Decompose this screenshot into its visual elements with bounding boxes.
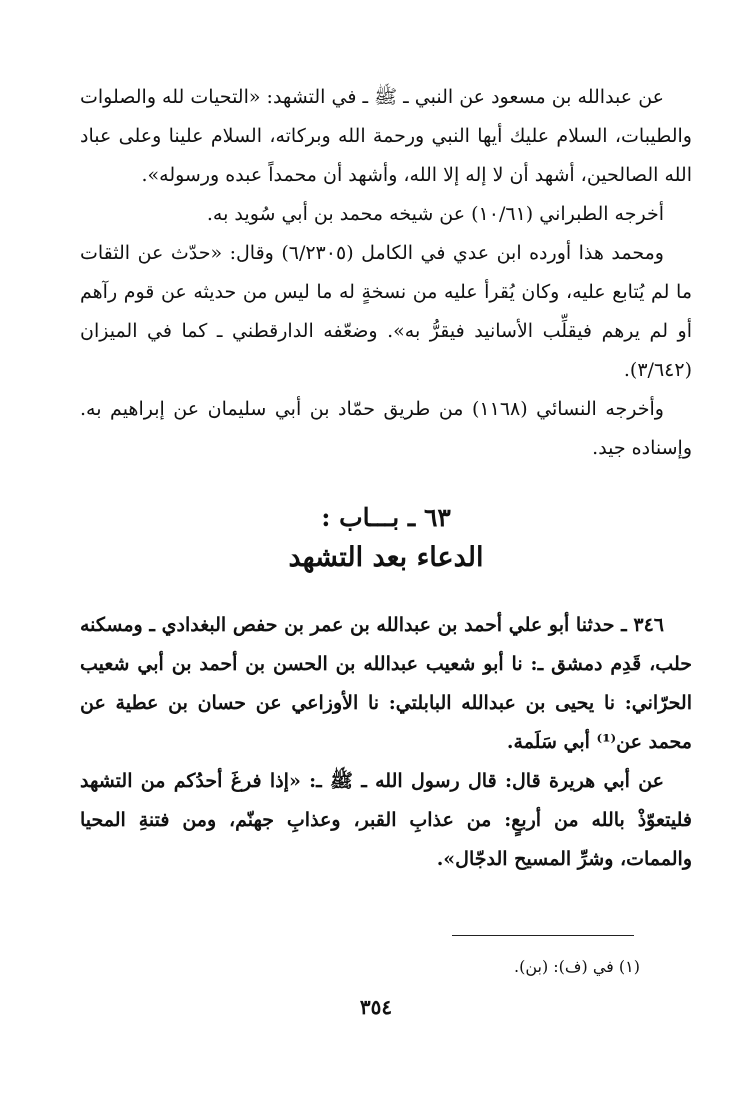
footnote: (١) في (ف): (بن). bbox=[514, 957, 640, 976]
page-number: ٣٥٤ bbox=[359, 995, 393, 1019]
commentary-paragraph: ومحمد هذا أورده ابن عدي في الكامل (٦/٢٣٠٥) وقال: «حدّث عن الثقات ما لم يُتابع عليه، وكان يُقرأ عليه من نسخةٍ له ما ليس من حديثه عن قوم رآهم أو لم يرهم فيقلِّب الأسانيد فيقرُّ به». وضعّفه الدارقطني ـ كما في الميزان (٣/٦٤٢). bbox=[80, 242, 692, 381]
chapter-title: الدعاء بعد التشهد bbox=[288, 542, 484, 573]
takhrij-paragraph-2: وأخرجه النسائي (١١٦٨) من طريق حمّاد بن أبي سليمان عن إبراهيم به. وإسناده جيد. bbox=[80, 398, 692, 459]
page-body bbox=[80, 78, 692, 879]
takhrij-paragraph: أخرجه الطبراني (١٠/٦١) عن شيخه محمد بن أبي سُويد به. bbox=[206, 203, 664, 225]
hadith-346-matn: عن أبي هريرة قال: قال رسول الله ـ ﷺ ـ: «إذا فرغَ أحدُكم من التشهد فليتعوّذْ بالله من أربعٍ: من عذابِ القبر، وعذابِ جهنّم، ومن فتنةِ المحيا والممات، وشرِّ المسيح الدجّال». bbox=[80, 770, 692, 870]
chapter-number: ٦٣ ـ بـــاب : bbox=[321, 503, 451, 532]
hadith-paragraph: عن عبدالله بن مسعود عن النبي ـ ﷺ ـ في التشهد: «التحيات لله والصلوات والطيبات، السلام عليك أيها النبي ورحمة الله وبركاته، السلام علينا وعلى عباد الله الصالحين، أشهد أن لا إله إلا الله، وأشهد أن محمداً عبده ورسوله». bbox=[80, 86, 692, 186]
hadith-346-isnad: ٣٤٦ ـ حدثنا أبو علي أحمد بن عبدالله بن عمر بن حفص البغدادي ـ ومسكنه حلب، قَدِم دمشق ـ: نا أبو شعيب عبدالله بن الحسن بن أحمد بن أبي شعيب الحرّاني: نا يحيى بن عبدالله البابلتي: نا الأوزاعي عن حسان بن عطية عن محمد عن⁽¹⁾ أبي سَلَمة. bbox=[80, 614, 692, 753]
footnote-divider bbox=[452, 935, 634, 936]
